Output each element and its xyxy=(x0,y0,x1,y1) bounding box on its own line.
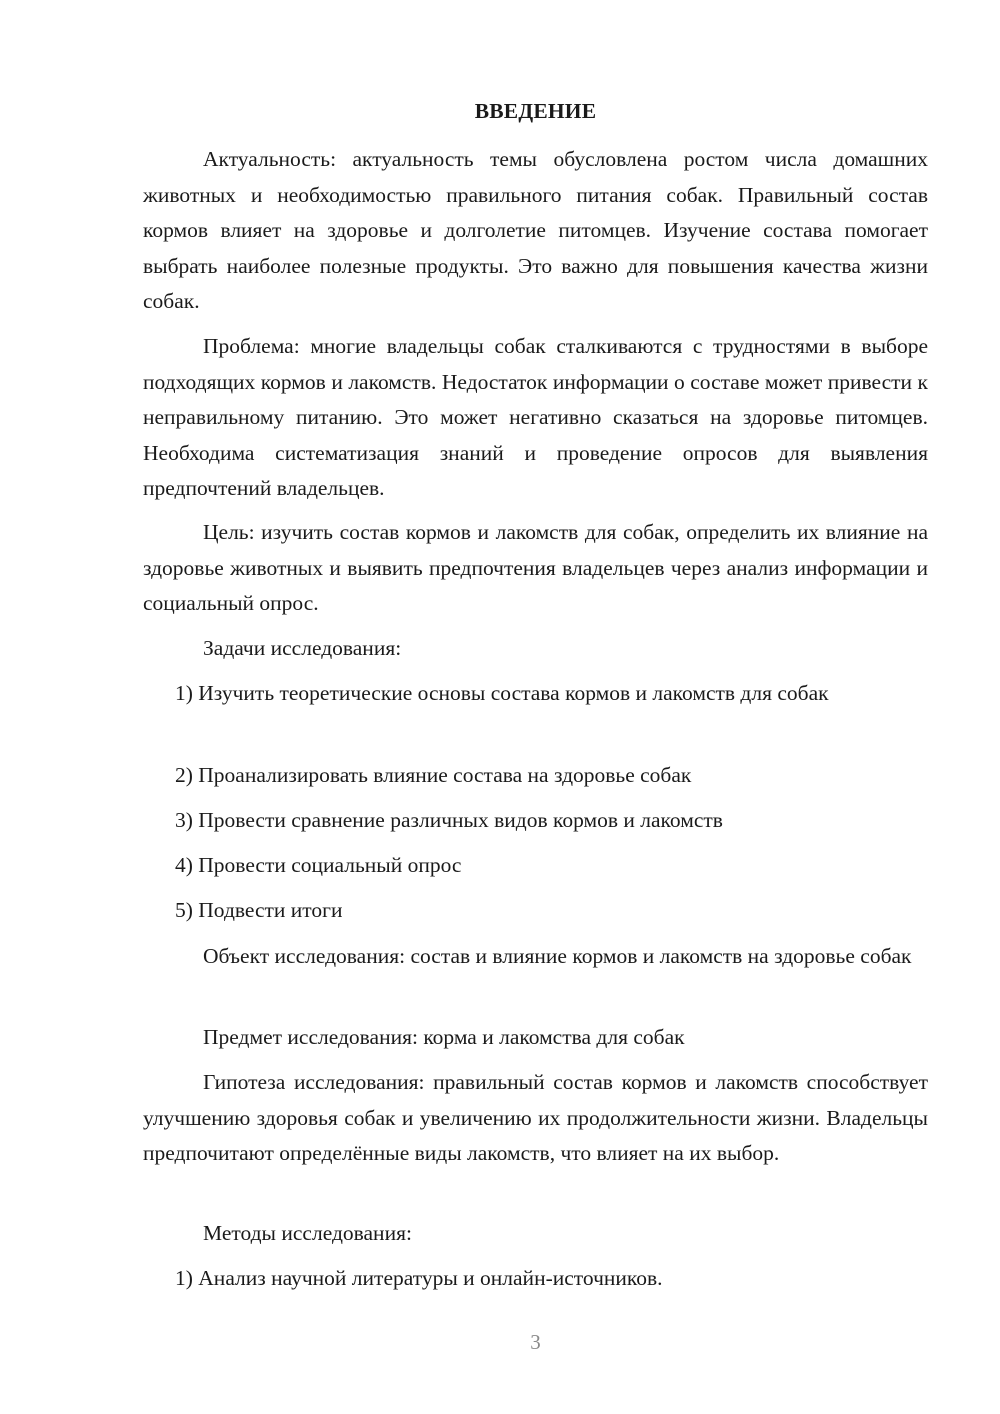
subject-paragraph: Предмет исследования: корма и лакомства для собак xyxy=(203,1025,685,1049)
page-title: ВВЕДЕНИЕ xyxy=(474,99,597,123)
method-item-1: 1) Анализ научной литературы и онлайн-источников. xyxy=(175,1266,663,1290)
tasks-title: Задачи исследования: xyxy=(203,636,402,660)
task-item-1: 1) Изучить теоретические основы состава кормов и лакомств для собак xyxy=(175,681,829,705)
task-item-3: 3) Провести сравнение различных видов кормов и лакомств xyxy=(175,808,723,832)
hypothesis-paragraph: Гипотеза исследования: правильный состав кормов и лакомств способствует улучшению здоровья собак и увеличению их продолжительности жизни. Владельцы предпочитают определённые виды лакомств, что влияет на их выбор. xyxy=(143,1070,928,1166)
relevance-paragraph: Актуальность: актуальность темы обусловлена ростом числа домашних животных и необходимостью правильного питания собак. Правильный состав кормов влияет на здоровье и долголетие питомцев. Изучение состава помогает выбрать наиболее полезные продукты. Это важно для повышения качества жизни собак. xyxy=(143,147,928,314)
document-page xyxy=(143,0,928,1414)
goal-paragraph: Цель: изучить состав кормов и лакомств для собак, определить их влияние на здоровье животных и выявить предпочтения владельцев через анализ информации и социальный опрос. xyxy=(143,520,928,616)
problem-paragraph: Проблема: многие владельцы собак сталкиваются с трудностями в выборе подходящих кормов и лакомств. Недостаток информации о составе может привести к неправильному питанию. Это может негативно сказаться на здоровье питомцев. Необходима систематизация знаний и проведение опросов для выявления предпочтений владельцев. xyxy=(143,334,928,501)
methods-title: Методы исследования: xyxy=(203,1221,412,1245)
page-number: 3 xyxy=(530,1330,541,1354)
task-item-5: 5) Подвести итоги xyxy=(175,898,343,922)
task-item-2: 2) Проанализировать влияние состава на здоровье собак xyxy=(175,763,692,787)
task-item-4: 4) Провести социальный опрос xyxy=(175,853,462,877)
object-paragraph: Объект исследования: состав и влияние кормов и лакомств на здоровье собак xyxy=(203,944,912,968)
